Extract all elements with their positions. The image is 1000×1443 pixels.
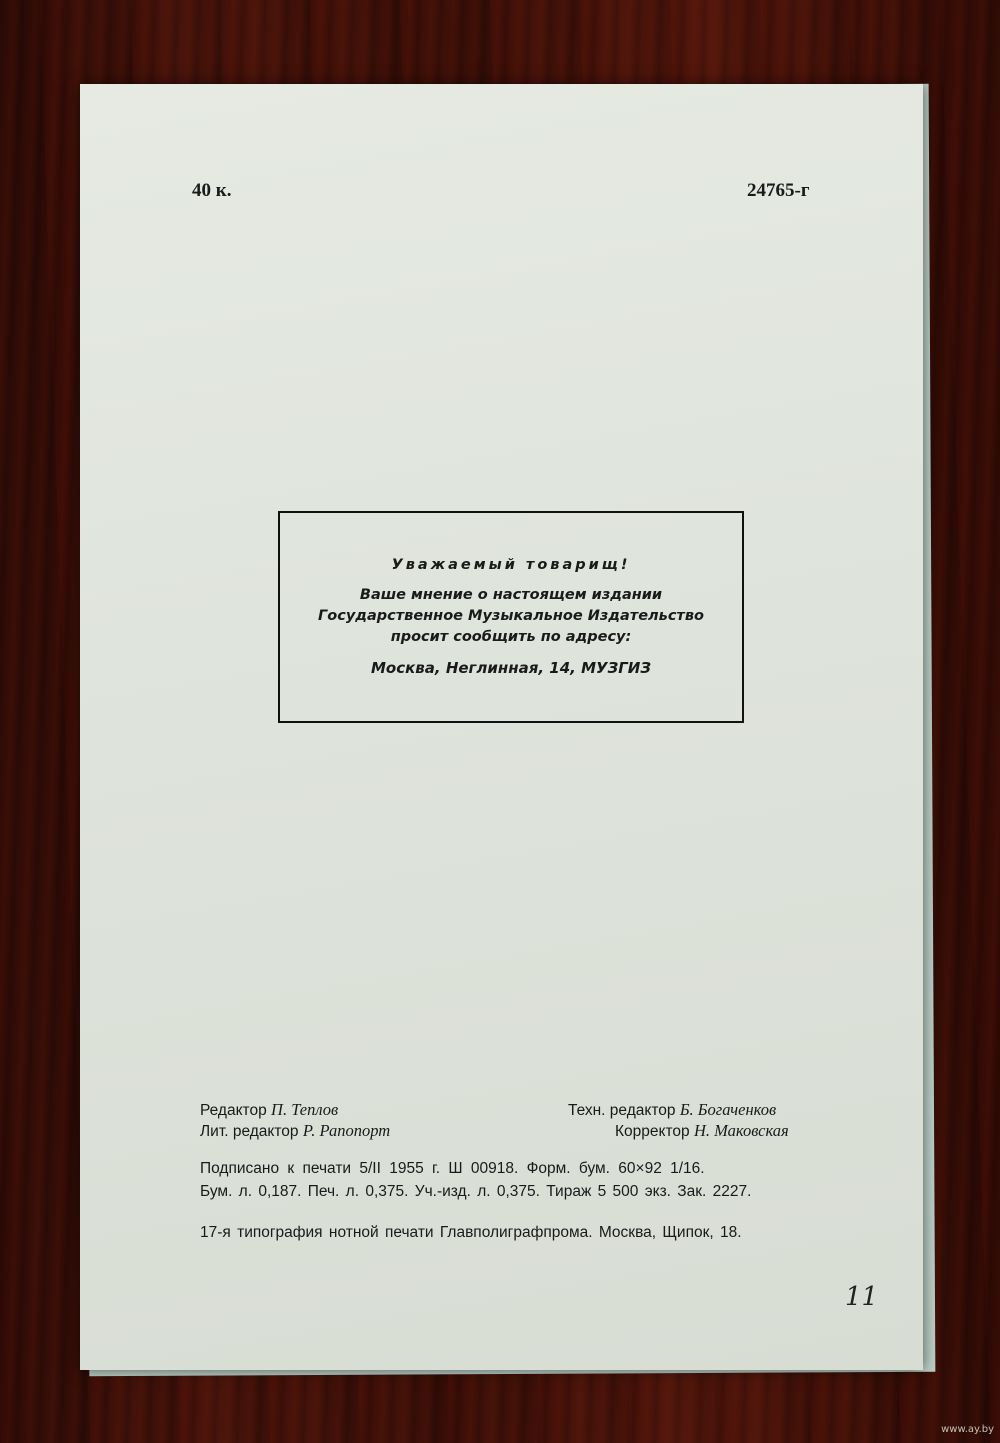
document-page xyxy=(80,84,923,1370)
editor-name: П. Теплов xyxy=(271,1100,339,1119)
imprint-line-1: Подписано к печати 5/II 1955 г. Ш 00918. Форм. бум. 60×92 1/16. xyxy=(200,1160,705,1177)
corrector-label: Корректор xyxy=(615,1123,690,1140)
handwritten-number: 11 xyxy=(845,1282,879,1312)
lit-editor-name: Р. Рапопорт xyxy=(302,1121,391,1140)
editor-label: Редактор xyxy=(200,1102,267,1119)
imprint-line-3: 17-я типография нотной печати Главполиграфпрома. Москва, Щипок, 18. xyxy=(200,1224,742,1241)
lit-editor-label: Лит. редактор xyxy=(200,1123,299,1140)
imprint-line-2: Бум. л. 0,187. Печ. л. 0,375. Уч.-изд. л. 0,375. Тираж 5 500 экз. Зак. 2227. xyxy=(200,1183,752,1200)
notice-line-3: просит сообщить по адресу: xyxy=(390,629,632,645)
credit-editor xyxy=(200,1100,338,1120)
feedback-notice-box xyxy=(278,511,744,723)
catalog-code: 24765-г xyxy=(747,180,810,201)
credit-lit-editor xyxy=(200,1121,390,1141)
notice-line-2: Государственное Музыкальное Издательство xyxy=(318,608,704,624)
notice-address: Москва, Неглинная, 14, МУЗГИЗ xyxy=(370,659,651,677)
notice-greeting: Уважаемый товарищ! xyxy=(391,557,631,573)
credit-corrector xyxy=(615,1121,789,1141)
price-label: 40 к. xyxy=(192,180,232,201)
tech-editor-name: Б. Богаченков xyxy=(679,1100,777,1119)
credit-tech-editor xyxy=(568,1100,776,1120)
tech-editor-label: Техн. редактор xyxy=(568,1102,676,1119)
watermark: www.ay.by xyxy=(941,1424,994,1435)
corrector-name: Н. Маковская xyxy=(693,1121,789,1140)
notice-line-1: Ваше мнение о настоящем издании xyxy=(359,587,663,603)
